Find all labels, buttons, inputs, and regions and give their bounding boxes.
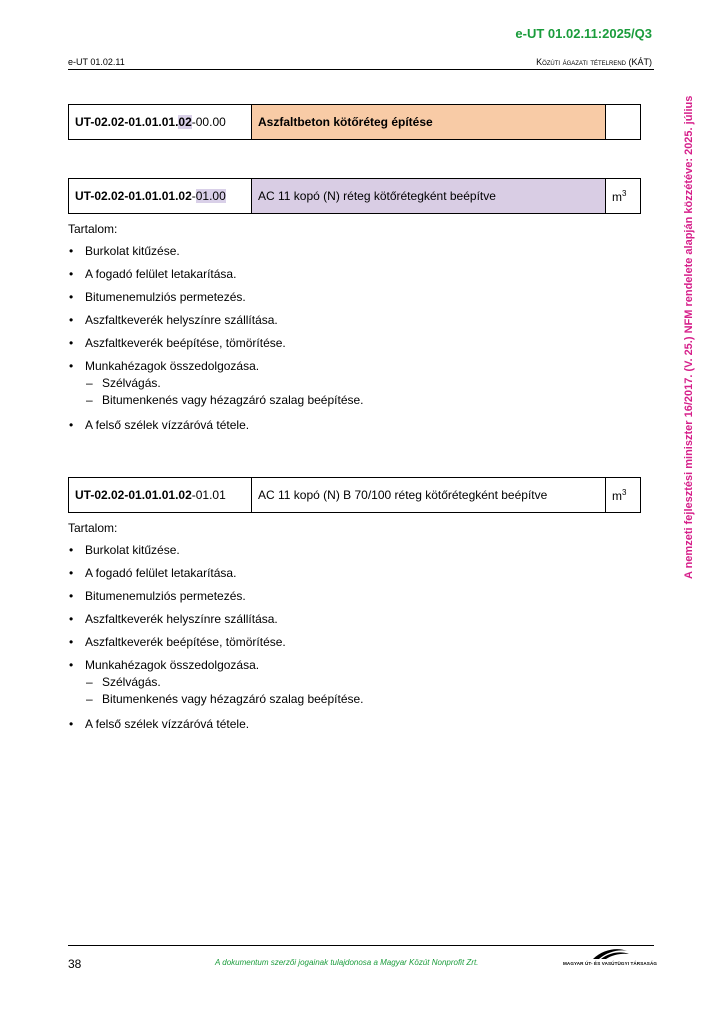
main-item-table <box>68 104 641 140</box>
header-right: Közúti ágazati tételrend (KÁT) <box>536 57 652 67</box>
list-item: • Bitumenemulziós permetezés. <box>68 290 628 305</box>
item-content-2 <box>68 521 628 740</box>
side-publication-note: A nemzeti fejlesztési miniszter 16/2017. (V. 25.) NFM rendelete alapján közzétéve: 2025. július <box>683 96 695 580</box>
list-item: • Bitumenemulziós permetezés. <box>68 589 628 604</box>
list-item: • Aszfaltkeverék beépítése, tömörítése. <box>68 336 628 351</box>
page-number: 38 <box>68 957 82 971</box>
main-item-code: UT-02.02-01.01.01.02-00.00 <box>69 105 252 140</box>
item-table-1 <box>68 178 641 214</box>
list-item: • Munkahézagok összedolgozása. <box>68 359 628 374</box>
sub-list-item: – Szélvágás. <box>68 376 628 391</box>
list-item: • Aszfaltkeverék helyszínre szállítása. <box>68 313 628 328</box>
list-item: • Aszfaltkeverék beépítése, tömörítése. <box>68 635 628 650</box>
content-list <box>68 543 628 732</box>
header-left: e-UT 01.02.11 <box>68 57 125 67</box>
item-code-1: UT-02.02-01.01.01.02-01.00 <box>69 179 252 214</box>
item-table-2 <box>68 477 641 513</box>
content-title: Tartalom: <box>68 222 118 236</box>
sub-list-item: – Bitumenkenés vagy hézagzáró szalag beépítése. <box>68 692 628 707</box>
item-content-1 <box>68 222 628 441</box>
content-list <box>68 244 628 433</box>
list-item: • Burkolat kitűzése. <box>68 543 628 558</box>
list-item: • Burkolat kitűzése. <box>68 244 628 259</box>
footer-rule <box>68 945 654 946</box>
header-rule <box>68 69 654 70</box>
main-item-name: Aszfaltbeton kötőréteg építése <box>252 105 606 140</box>
item-name-1: AC 11 kopó (N) réteg kötőrétegként beépítve <box>252 179 606 214</box>
document-id: e-UT 01.02.11:2025/Q3 <box>515 26 652 41</box>
list-item: • A fogadó felület letakarítása. <box>68 566 628 581</box>
main-item-unit <box>606 105 641 140</box>
item-unit-1: $m^3$ <box>606 179 641 214</box>
copyright-note: A dokumentum szerzői jogainak tulajdonosa a Magyar Közút Nonprofit Zrt. <box>215 958 479 967</box>
organization-logo <box>563 947 656 971</box>
logo-swoosh-icon <box>563 947 656 961</box>
list-item: • A felső szélek vízzáróvá tétele. <box>68 418 628 433</box>
item-code-2: UT-02.02-01.01.01.02-01.01 <box>69 478 252 513</box>
sub-list-item: – Szélvágás. <box>68 675 628 690</box>
list-item: • Aszfaltkeverék helyszínre szállítása. <box>68 612 628 627</box>
logo-text: MAGYAR ÚT- ÉS VASÚTÜGYI TÁRSASÁG <box>563 961 658 966</box>
item-unit-2: $m^3$ <box>606 478 641 513</box>
sub-list-item: – Bitumenkenés vagy hézagzáró szalag beépítése. <box>68 393 628 408</box>
content-title: Tartalom: <box>68 521 118 535</box>
list-item: • Munkahézagok összedolgozása. <box>68 658 628 673</box>
item-name-2: AC 11 kopó (N) B 70/100 réteg kötőrétegként beépítve <box>252 478 606 513</box>
list-item: • A felső szélek vízzáróvá tétele. <box>68 717 628 732</box>
list-item: • A fogadó felület letakarítása. <box>68 267 628 282</box>
